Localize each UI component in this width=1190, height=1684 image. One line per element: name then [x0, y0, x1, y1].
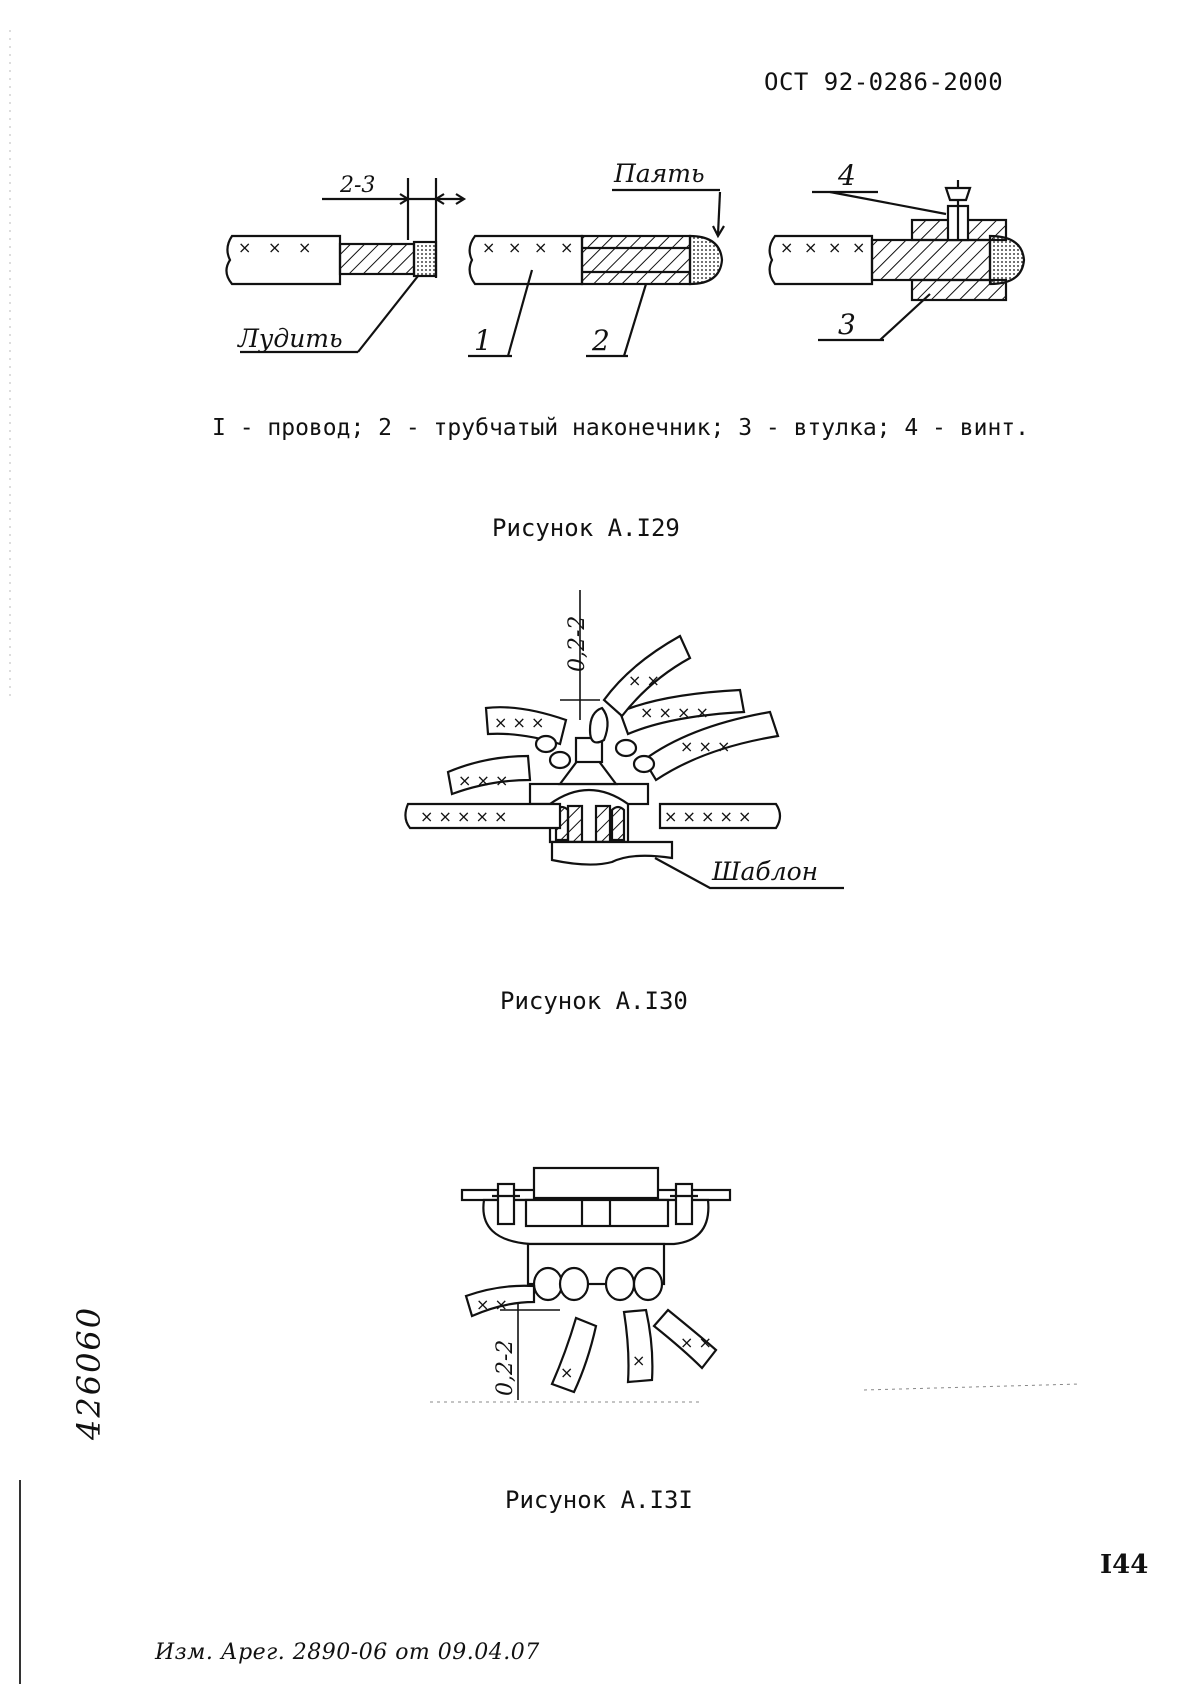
svg-text:× × ×: × × ×: [680, 737, 731, 756]
svg-text:×: ×: [560, 1363, 574, 1382]
svg-text:×: ×: [852, 238, 866, 257]
figure-130-caption: Рисунок А.I30: [500, 987, 688, 1015]
svg-text:× × ×: × × ×: [494, 713, 545, 732]
label-tin: Лудить: [238, 324, 343, 353]
figure-129-legend: I - провод; 2 - трубчатый наконечник; 3 - втулка; 4 - винт.: [212, 415, 1029, 441]
fig129-dimension-label: 2-3: [340, 173, 376, 198]
side-registration-number: 426060: [70, 1305, 108, 1440]
page-number: I44: [1100, 1550, 1149, 1580]
callout-1: 1: [474, 324, 492, 357]
svg-text:×: ×: [298, 238, 312, 257]
svg-text:× ×: × ×: [680, 1333, 712, 1352]
svg-text:×: ×: [780, 238, 794, 257]
svg-text:×: ×: [238, 238, 252, 257]
fig131-dimension-label: 0,2-2: [493, 1339, 518, 1396]
figure-130-drawing: [405, 590, 844, 888]
figure-129-drawing: [226, 159, 1024, 357]
label-solder: Паять: [614, 159, 705, 188]
svg-text:×: ×: [482, 238, 496, 257]
svg-text:×: ×: [804, 238, 818, 257]
wire-with-sleeve-screw: [770, 180, 1024, 340]
svg-text:×: ×: [534, 238, 548, 257]
figure-131-caption: Рисунок А.I3I: [505, 1486, 693, 1514]
svg-text:×: ×: [560, 238, 574, 257]
svg-text:× × × ×: × × × ×: [640, 703, 709, 722]
callout-4: 4: [838, 159, 856, 192]
svg-text:× ×: × ×: [476, 1295, 508, 1314]
svg-text:× ×: × ×: [628, 671, 660, 690]
fig130-dimension-label: 0,2-2: [565, 615, 590, 672]
footer-change-note: Изм. Арег. 2890-06 от 09.04.07: [155, 1640, 540, 1665]
callout-3: 3: [838, 308, 856, 341]
svg-text:×: ×: [632, 1351, 646, 1370]
figure-129-caption: Рисунок А.I29: [492, 514, 680, 542]
svg-text:×: ×: [268, 238, 282, 257]
svg-text:× × × × ×: × × × × ×: [664, 807, 752, 826]
callout-2: 2: [592, 324, 610, 357]
figure-131-drawing: [430, 1168, 1080, 1402]
svg-text:× × × × ×: × × × × ×: [420, 807, 508, 826]
svg-text:× × ×: × × ×: [458, 771, 509, 790]
document-code: ОСТ 92-0286-2000: [764, 68, 1004, 96]
label-template: Шаблон: [712, 857, 819, 886]
svg-text:×: ×: [508, 238, 522, 257]
svg-text:×: ×: [828, 238, 842, 257]
